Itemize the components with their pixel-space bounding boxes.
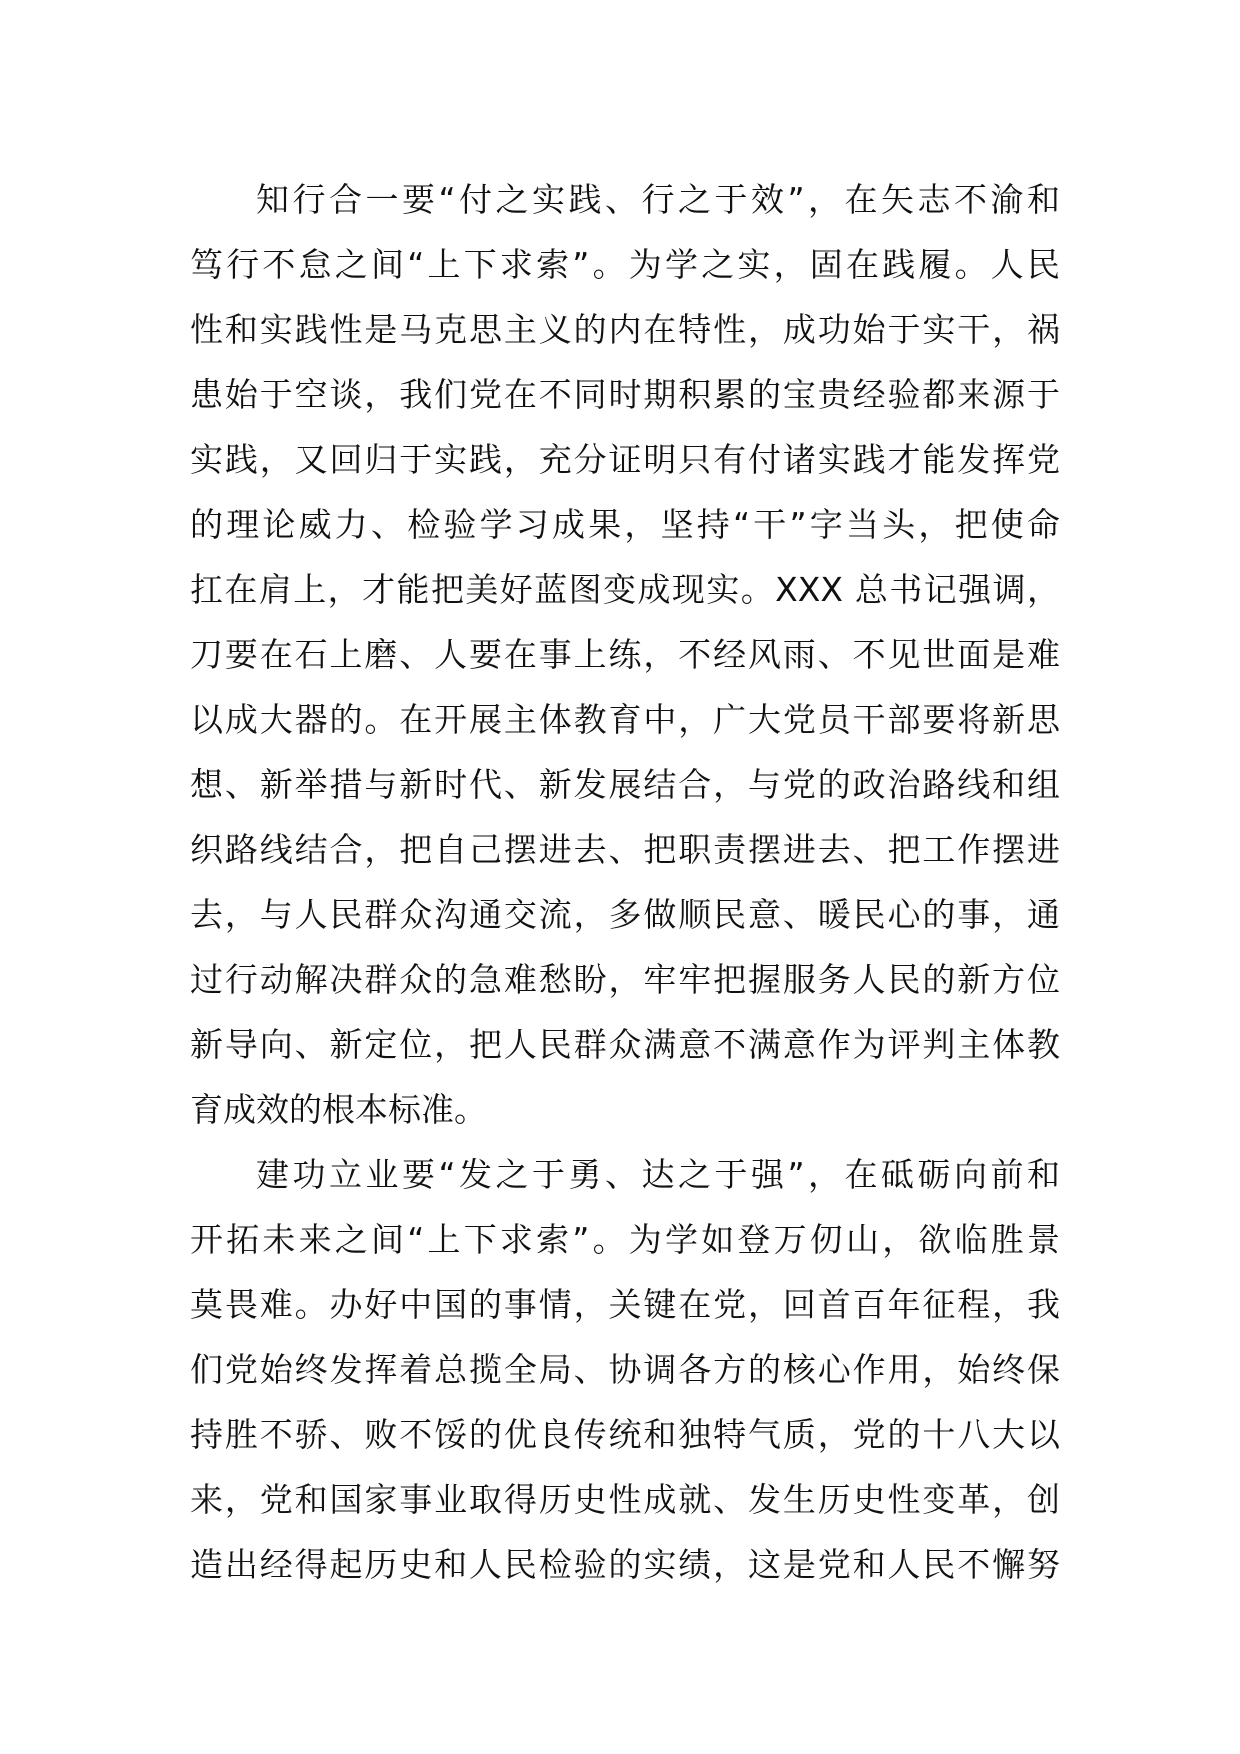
- paragraph-line: 去，与人民群众沟通交流，多做顺民意、暖民心的事，通: [190, 895, 1060, 934]
- paragraph-line: 以成大器的。在开展主体教育中，广大党员干部要将新思: [190, 700, 1060, 739]
- paragraph-line: 莫畏难。办好中国的事情，关键在党，回首百年征程，我: [190, 1285, 1060, 1324]
- paragraph-2: [190, 1142, 1060, 1597]
- paragraph-line: 过行动解决群众的急难愁盼，牢牢把握服务人民的新方位: [190, 960, 1060, 999]
- paragraph-line: 笃行不怠之间“上下求索”。为学之实，固在践履。人民: [190, 245, 1060, 284]
- paragraph-line: 们党始终发挥着总揽全局、协调各方的核心作用，始终保: [190, 1350, 1060, 1389]
- paragraph-line: 患始于空谈，我们党在不同时期积累的宝贵经验都来源于: [190, 375, 1060, 414]
- paragraph-line: 刀要在石上磨、人要在事上练，不经风雨、不见世面是难: [190, 635, 1060, 674]
- paragraph-line: 来，党和国家事业取得历史性成就、发生历史性变革，创: [190, 1480, 1060, 1519]
- paragraph-line: 扛在肩上，才能把美好蓝图变成现实。XXX 总书记强调，: [190, 570, 1060, 609]
- paragraph-line: 新导向、新定位，把人民群众满意不满意作为评判主体教: [190, 1025, 1060, 1064]
- paragraph-line: 育成效的根本标准。: [190, 1090, 487, 1129]
- paragraph-line: 造出经得起历史和人民检验的实绩，这是党和人民不懈努: [190, 1545, 1060, 1584]
- paragraph-line: 实践，又回归于实践，充分证明只有付诸实践才能发挥党: [190, 440, 1060, 479]
- paragraph-line: 建功立业要“发之于勇、达之于强”，在砥砺向前和: [256, 1155, 1060, 1194]
- paragraph-line: 的理论威力、检验学习成果，坚持“干”字当头，把使命: [190, 505, 1060, 544]
- paragraph-line: 开拓未来之间“上下求索”。为学如登万仞山，欲临胜景: [190, 1220, 1060, 1259]
- paragraph-line: 持胜不骄、败不馁的优良传统和独特气质，党的十八大以: [190, 1415, 1060, 1454]
- paragraph-line: 知行合一要“付之实践、行之于效”，在矢志不渝和: [256, 180, 1060, 219]
- paragraph-line: 想、新举措与新时代、新发展结合，与党的政治路线和组: [190, 765, 1060, 804]
- paragraph-line: 性和实践性是马克思主义的内在特性，成功始于实干，祸: [190, 310, 1060, 349]
- paragraph-line: 织路线结合，把自己摆进去、把职责摆进去、把工作摆进: [190, 830, 1060, 869]
- paragraph-1: [190, 167, 1060, 1142]
- document-body: [190, 167, 1060, 1597]
